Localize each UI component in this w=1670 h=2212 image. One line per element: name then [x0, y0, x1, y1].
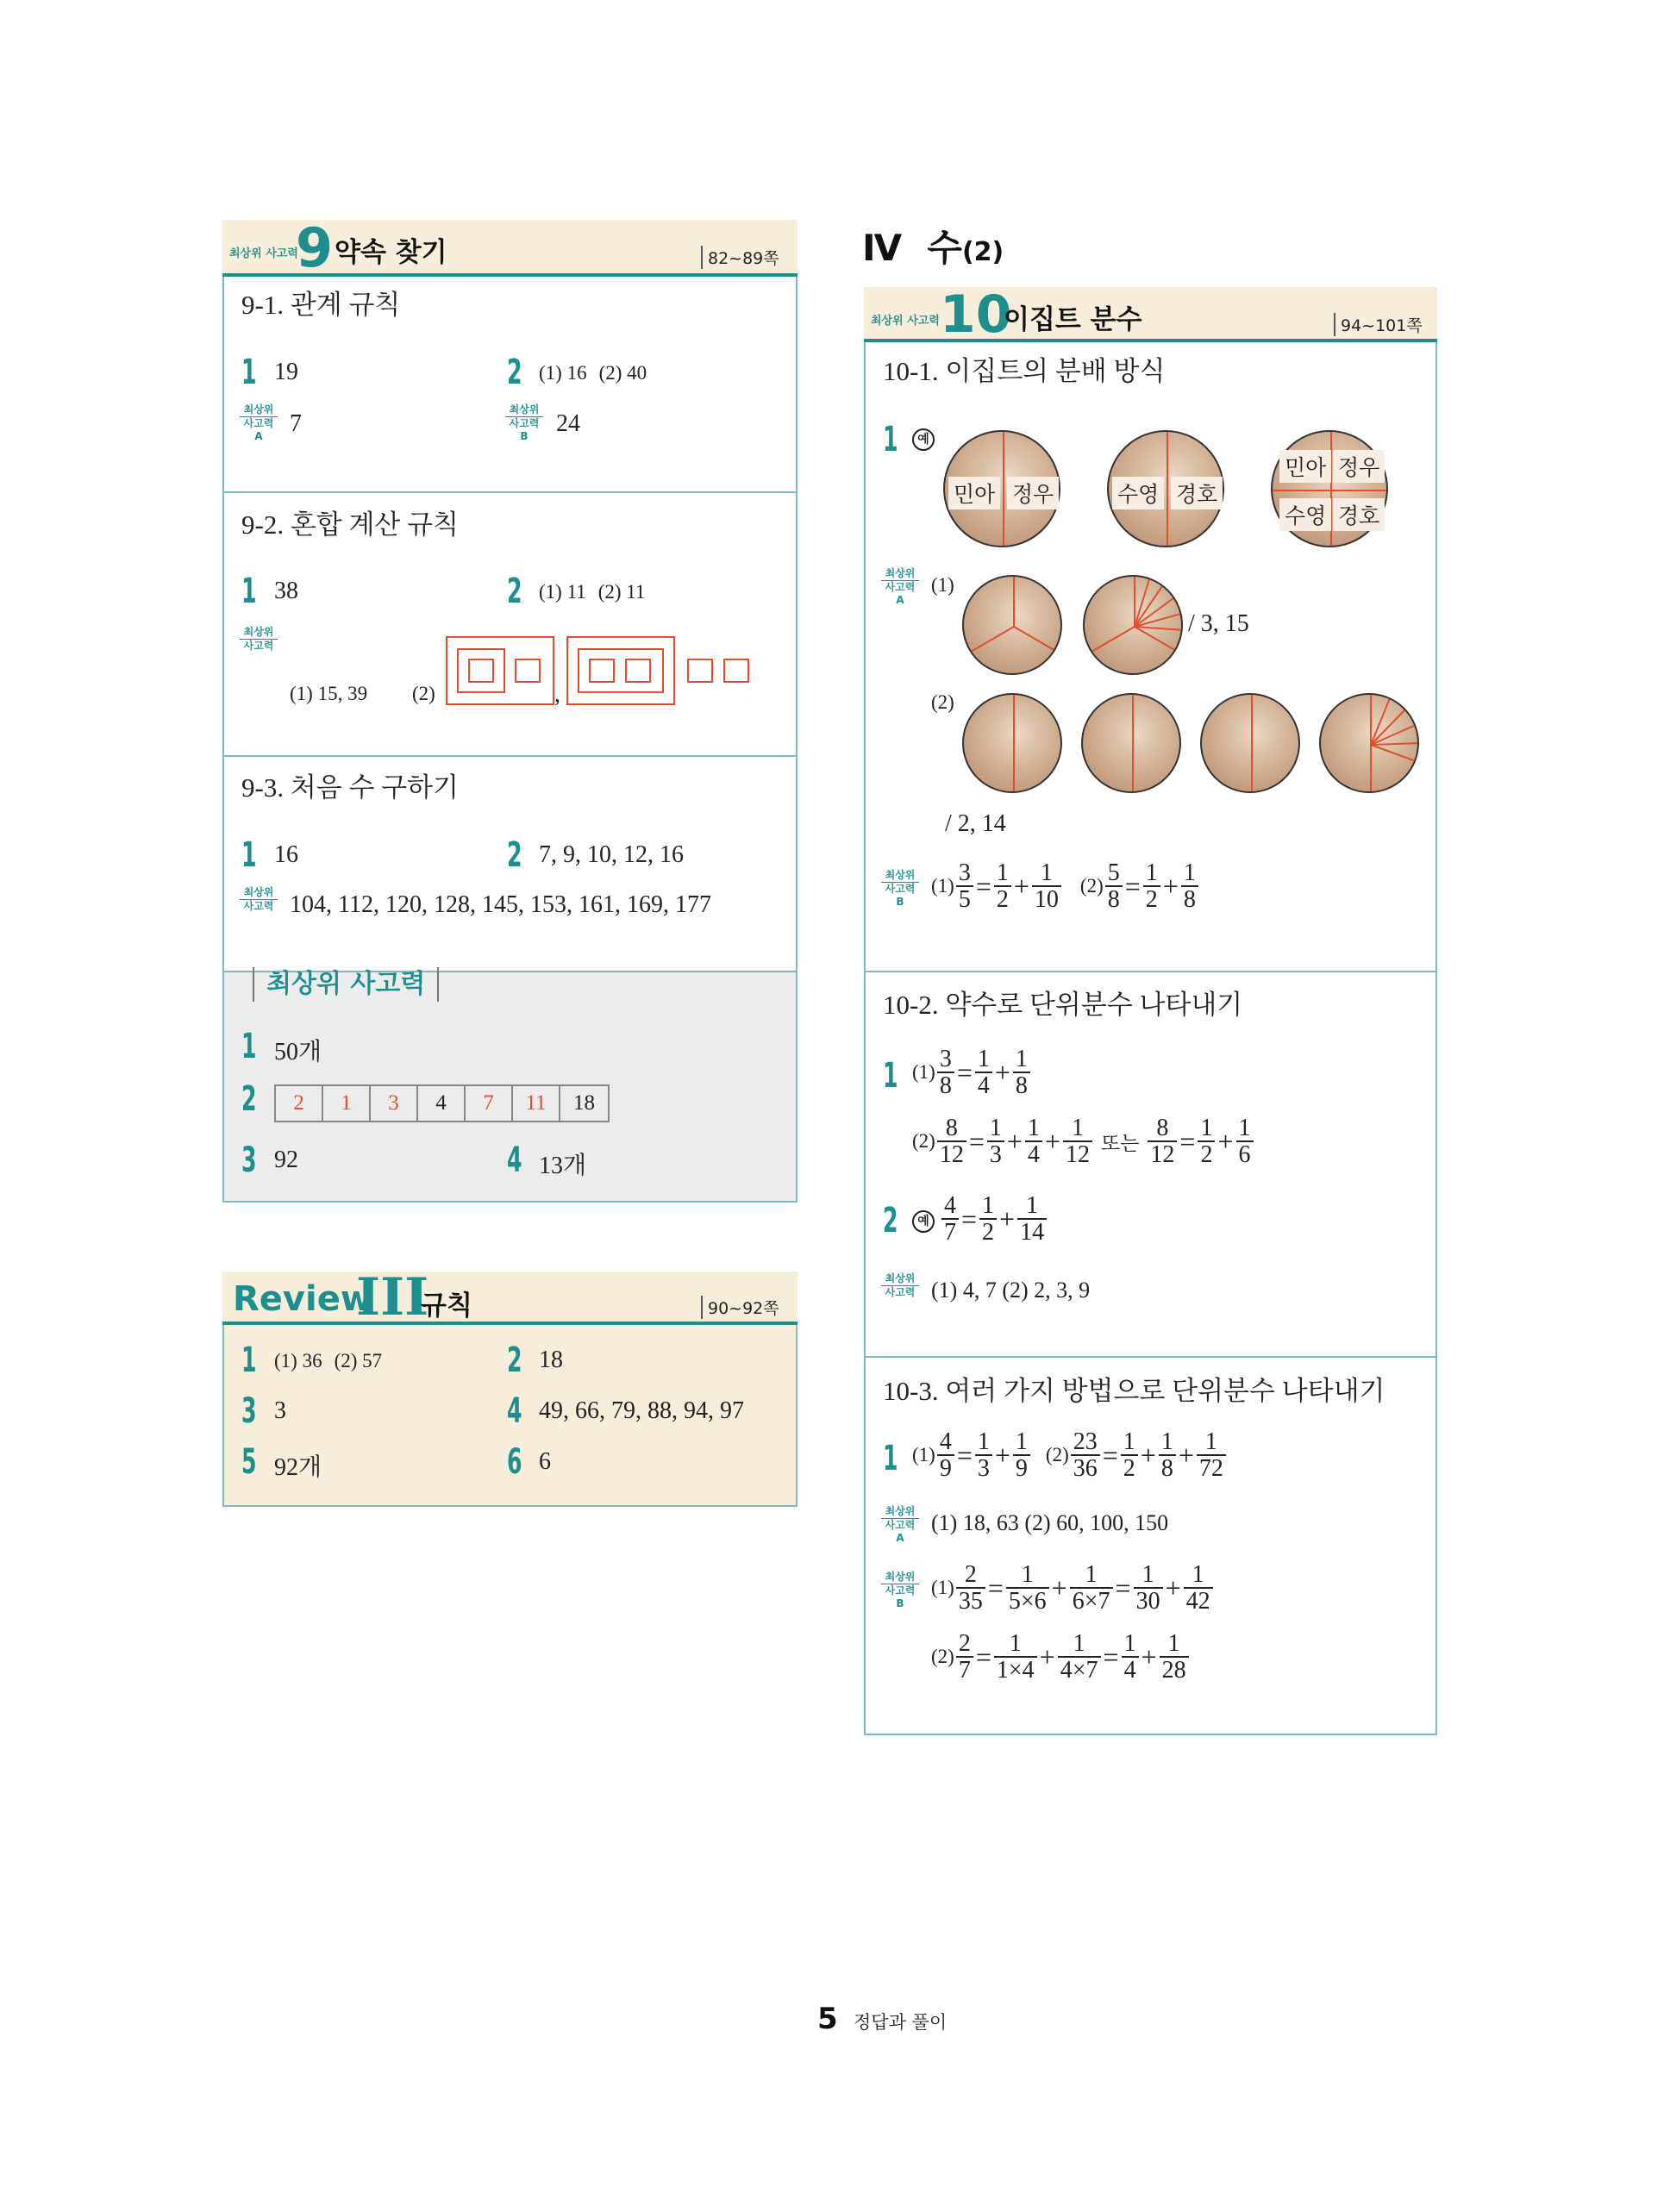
- divider: [864, 1356, 1437, 1358]
- answer: (1) 16 (2) 40: [539, 362, 647, 384]
- chapter-pages: 94~101쪽: [1334, 313, 1423, 336]
- fraction-equation: (1) $\frac{4}{9}$ = $\frac{1}{3}$ + $\frac{1}{9}$ (2) $\frac{23}{36}$ = $\frac{1}{2}$ + $\frac{1}{8}$ + $\frac{1}{72}$: [912, 1429, 1228, 1482]
- badge-a: 최상위 사고력 A: [881, 1505, 919, 1545]
- question-number: 2: [507, 353, 522, 392]
- badge-b: 최상위 사고력 B: [881, 869, 919, 909]
- answer: 92: [274, 1147, 298, 1173]
- chapter-pages: 82~89쪽: [701, 246, 779, 269]
- sequence-cell: 7: [466, 1086, 513, 1121]
- answer: (1) 4, 7 (2) 2, 3, 9: [931, 1278, 1091, 1303]
- answer: 104, 112, 120, 128, 145, 153, 161, 169, 177: [290, 891, 711, 918]
- nested-box: [687, 659, 713, 683]
- review-header: [222, 1267, 797, 1328]
- circle-split-2: [962, 693, 1062, 793]
- fraction-equation: $\frac{4}{7}$ = $\frac{1}{2}$ + $\frac{1}{14}$: [940, 1193, 1048, 1246]
- circle-label: 정우: [1007, 477, 1059, 509]
- answer: (1) 15, 39: [290, 683, 368, 704]
- answer: 7: [290, 410, 302, 437]
- review-pages: 90~92쪽: [701, 1296, 779, 1319]
- answer: 6: [539, 1448, 551, 1475]
- section-title-9-1: 9-1. 관계 규칙: [241, 290, 401, 320]
- question-number: 1: [241, 353, 257, 392]
- answer: (2): [412, 683, 435, 704]
- chapter-tag: 최상위 사고력: [871, 315, 940, 328]
- circle-split-fan: [1083, 575, 1183, 675]
- circle-label: 민아: [948, 477, 1000, 509]
- chapter-title: 약속 찾기: [335, 237, 447, 268]
- example-mark: 예: [912, 1210, 935, 1233]
- circle-label: 민아: [1279, 450, 1331, 483]
- divider: [222, 755, 797, 757]
- sequence-table: [274, 1084, 610, 1122]
- chapter-number: 9: [296, 216, 334, 279]
- page-number: 5: [817, 2002, 838, 2036]
- badge: 최상위 사고력: [240, 886, 278, 913]
- badge-a: 최상위 사고력 A: [881, 567, 919, 607]
- answer: 18: [539, 1347, 563, 1373]
- badge-a: 최상위 사고력 A: [240, 403, 278, 443]
- question-number: 1: [883, 1056, 898, 1096]
- answer: 7, 9, 10, 12, 16: [539, 841, 684, 868]
- section-title-10-1: 10-1. 이집트의 분배 방식: [883, 356, 1166, 386]
- question-number: 1: [241, 1027, 257, 1066]
- example-mark: 예: [912, 428, 935, 451]
- chapter10-header: [864, 284, 1437, 345]
- part-label: (2): [931, 691, 954, 713]
- badge: 최상위 사고력: [881, 1272, 919, 1299]
- question-number: 2: [883, 1201, 898, 1240]
- circle-label: 수영: [1112, 477, 1164, 509]
- answer: 38: [274, 578, 298, 604]
- question-number: 2: [507, 835, 522, 875]
- badge-b: 최상위 사고력 B: [881, 1571, 919, 1610]
- answer: / 3, 15: [1188, 610, 1249, 637]
- part-label: (1): [931, 574, 954, 596]
- question-number: 3: [241, 1391, 257, 1431]
- question-number: 3: [241, 1140, 257, 1180]
- review-title: 규칙: [421, 1290, 472, 1322]
- sequence-cell: 1: [323, 1086, 371, 1121]
- sequence-cell: 11: [513, 1086, 560, 1121]
- answer: 16: [274, 841, 298, 868]
- question-number: 1: [883, 420, 898, 459]
- question-number: 2: [507, 572, 522, 611]
- circle-label: 정우: [1333, 450, 1385, 483]
- answer: / 2, 14: [945, 810, 1006, 837]
- question-number: 6: [507, 1442, 522, 1482]
- fraction-equation: (2) $\frac{8}{12}$ = $\frac{1}{3}$ + $\frac{1}{4}$ + $\frac{1}{12}$ 또는 $\frac{8}{12}$ = $\frac{1}{2}$ + $\frac{1}{6}$: [912, 1115, 1255, 1168]
- circle-label: 경호: [1171, 477, 1223, 509]
- answer: 49, 66, 79, 88, 94, 97: [539, 1397, 744, 1424]
- sequence-cell: 3: [371, 1086, 418, 1121]
- answer: (1) 18, 63 (2) 60, 100, 150: [931, 1510, 1169, 1535]
- question-number: 1: [883, 1439, 898, 1478]
- question-number: 4: [507, 1391, 522, 1431]
- answer: 24: [556, 410, 580, 437]
- nested-box: [589, 659, 615, 683]
- question-number: 2: [241, 1079, 257, 1119]
- divider: [222, 491, 797, 493]
- section-title-10-3: 10-3. 여러 가지 방법으로 단위분수 나타내기: [883, 1376, 1385, 1406]
- comma: ,: [554, 681, 560, 708]
- question-number: 2: [507, 1340, 522, 1380]
- review-word: Review: [233, 1279, 372, 1319]
- question-number: 4: [507, 1140, 522, 1180]
- sequence-cell: 2: [276, 1086, 323, 1121]
- top-thinking-title: 최상위 사고력: [253, 967, 439, 1002]
- answer: 13개: [539, 1153, 587, 1179]
- divider: [864, 971, 1437, 972]
- circle-split-2: [1081, 693, 1181, 793]
- fraction-equation: (1) $\frac{3}{8}$ = $\frac{1}{4}$ + $\frac{1}{8}$: [912, 1047, 1032, 1099]
- fraction-equation: (1) $\frac{2}{35}$ = $\frac{1}{5\times 6}$ + $\frac{1}{6\times 7}$ = $\frac{1}{30}$ + $\frac{1}{42}$: [931, 1562, 1215, 1615]
- section-title-9-2: 9-2. 혼합 계산 규칙: [241, 509, 459, 540]
- circle-label: 수영: [1279, 498, 1331, 531]
- circle-label: 경호: [1333, 498, 1385, 531]
- part-title: Ⅳ 수(2): [862, 227, 1004, 269]
- answer: 19: [274, 359, 298, 385]
- answer: (1) 36 (2) 57: [274, 1350, 383, 1372]
- fraction-equation: (1) $\frac{3}{5}$ = $\frac{1}{2}$ + $\frac{1}{10}$ (2) $\frac{5}{8}$ = $\frac{1}{2}$ + $\frac{1}{8}$: [931, 860, 1200, 913]
- nested-box: [723, 659, 749, 683]
- question-number: 1: [241, 572, 257, 611]
- question-number: 1: [241, 1340, 257, 1380]
- section-title-10-2: 10-2. 약수로 단위분수 나타내기: [883, 990, 1243, 1020]
- chapter-title: 이집트 분수: [1004, 304, 1142, 335]
- answer: 92개: [274, 1454, 322, 1481]
- nested-box: [515, 659, 541, 683]
- nested-box: [468, 659, 494, 683]
- chapter-number: 10: [940, 284, 1012, 345]
- answer: 50개: [274, 1039, 322, 1065]
- badge-b: 최상위 사고력 B: [505, 403, 543, 443]
- chapter9-header: [222, 216, 797, 279]
- badge: 최상위 사고력: [240, 626, 278, 653]
- nested-box: [625, 659, 651, 683]
- question-number: 1: [241, 835, 257, 875]
- sequence-cell: 18: [573, 1091, 595, 1115]
- circle-split-3: [962, 575, 1062, 675]
- footer-label: 정답과 풀이: [854, 2012, 948, 2033]
- fraction-equation: (2) $\frac{2}{7}$ = $\frac{1}{1\times 4}$ + $\frac{1}{4\times 7}$ = $\frac{1}{4}$ + $\frac{1}{28}$: [931, 1631, 1191, 1684]
- answer: (1) 11 (2) 11: [539, 581, 646, 603]
- circle-split-fan: [1319, 693, 1419, 793]
- sequence-cell: 4: [418, 1086, 466, 1121]
- circle-split-2: [1200, 693, 1300, 793]
- section-title-9-3: 9-3. 처음 수 구하기: [241, 772, 459, 803]
- answer: 3: [274, 1397, 286, 1424]
- question-number: 5: [241, 1442, 257, 1482]
- chapter-tag: 최상위 사고력: [229, 247, 298, 260]
- review-number: III: [356, 1267, 429, 1328]
